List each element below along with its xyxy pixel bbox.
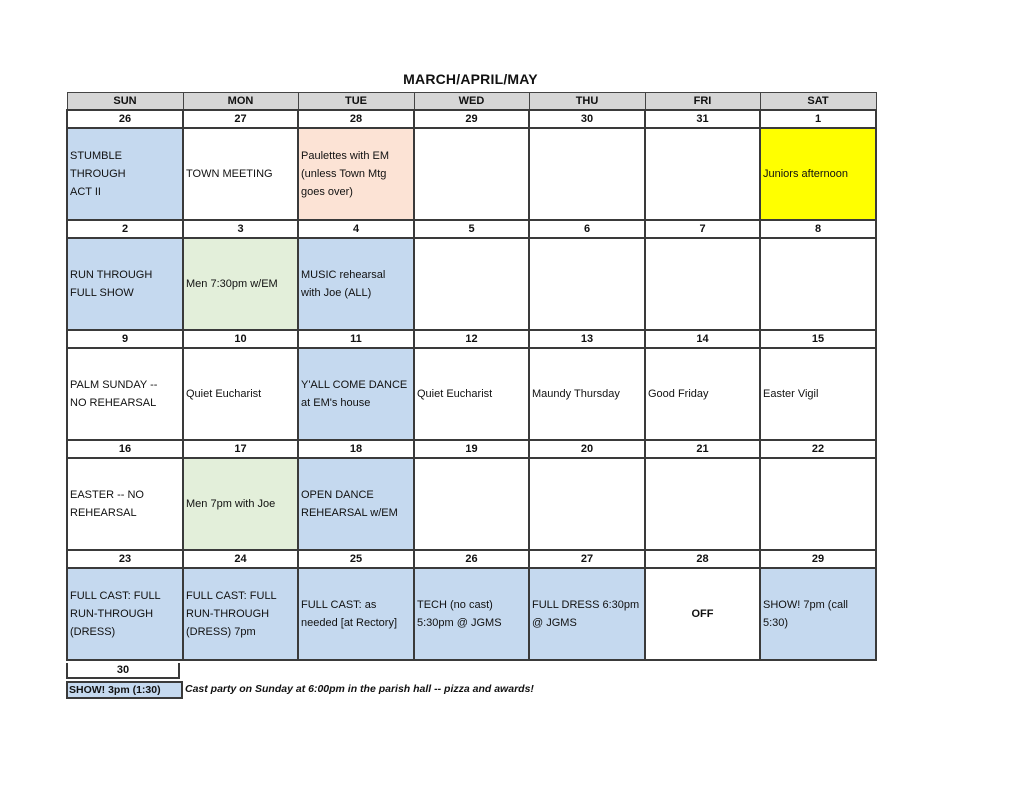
event-row: [67, 238, 876, 330]
date-number-row: [67, 330, 876, 348]
weekday-mon: MON: [183, 93, 298, 111]
event-text-line: TOWN MEETING: [186, 168, 273, 180]
event-cell-sat: [760, 458, 876, 550]
event-text-line: FULL DRESS 6:30pm: [532, 599, 640, 611]
event-text-line: 5:30): [763, 617, 789, 629]
event-cell-sat: [760, 128, 876, 220]
event-text-line: RUN-THROUGH: [186, 608, 270, 620]
date-number: 20: [529, 440, 645, 458]
date-number: 11: [298, 330, 414, 348]
event-cell-wed: [414, 128, 529, 220]
cast-party-note: Cast party on Sunday at 6:00pm in the parish hall -- pizza and awards!: [185, 683, 534, 695]
event-text-line: @ JGMS: [532, 617, 577, 629]
event-cell-sun-30: SHOW! 3pm (1:30): [66, 681, 183, 699]
date-number: 28: [645, 550, 760, 568]
date-number: 6: [529, 220, 645, 238]
event-text-line: Good Friday: [648, 388, 709, 400]
event-cell-sun: [67, 238, 183, 330]
event-cell-sun: [67, 458, 183, 550]
event-cell-thu: [529, 348, 645, 440]
date-number: 13: [529, 330, 645, 348]
date-number: 17: [183, 440, 298, 458]
event-text-line: Maundy Thursday: [532, 388, 620, 400]
event-row: [67, 568, 876, 660]
event-text-line: OFF: [691, 608, 714, 620]
date-number: 2: [67, 220, 183, 238]
event-cell-mon: [183, 458, 298, 550]
weekday-fri: FRI: [645, 93, 760, 111]
event-cell-thu: [529, 238, 645, 330]
date-number: 26: [67, 110, 183, 128]
weekday-sun: SUN: [67, 93, 183, 111]
date-number: 23: [67, 550, 183, 568]
date-number: 1: [760, 110, 876, 128]
event-cell-sat: [760, 348, 876, 440]
event-text-line: Y'ALL COME DANCE: [301, 379, 408, 391]
event-cell-fri: [645, 348, 760, 440]
date-number-row: [67, 550, 876, 568]
date-number: 15: [760, 330, 876, 348]
event-text-line: MUSIC rehearsal: [301, 269, 386, 281]
event-cell-tue: [298, 128, 414, 220]
event-text-line: EASTER -- NO: [70, 489, 144, 501]
event-text-line: FULL CAST: as: [301, 599, 377, 611]
event-text-line: Men 7pm with Joe: [186, 498, 276, 510]
event-cell-thu: [529, 128, 645, 220]
event-cell-mon: [183, 348, 298, 440]
event-cell-fri: [645, 568, 760, 660]
event-cell-mon: [183, 568, 298, 660]
event-text-line: Juniors afternoon: [763, 168, 848, 180]
date-number: 31: [645, 110, 760, 128]
date-number: 30: [529, 110, 645, 128]
date-number: 27: [183, 110, 298, 128]
weekday-thu: THU: [529, 93, 645, 111]
event-text-line: TECH (no cast): [417, 599, 493, 611]
event-text-line: 5:30pm @ JGMS: [417, 617, 502, 629]
date-number-30: 30: [66, 663, 180, 679]
event-text-line: SHOW! 7pm (call: [763, 599, 848, 611]
date-number: 24: [183, 550, 298, 568]
event-row: [67, 348, 876, 440]
event-cell-fri: [645, 128, 760, 220]
event-cell-wed: [414, 348, 529, 440]
event-text-line: (DRESS) 7pm: [186, 626, 256, 638]
date-number: 7: [645, 220, 760, 238]
weekday-header-row: [67, 93, 876, 111]
event-text-line: ACT II: [70, 186, 101, 198]
event-text-line: Quiet Eucharist: [417, 388, 493, 400]
event-cell-sun: [67, 348, 183, 440]
event-text-line: Quiet Eucharist: [186, 388, 262, 400]
date-number: 28: [298, 110, 414, 128]
event-cell-tue: [298, 348, 414, 440]
event-text-line: (unless Town Mtg: [301, 168, 387, 180]
event-text-line: STUMBLE THROUGH: [70, 150, 126, 180]
event-text-line: FULL CAST: FULL: [186, 590, 277, 602]
calendar-title: MARCH/APRIL/MAY: [403, 71, 538, 87]
calendar-table: [66, 92, 877, 661]
date-number: 25: [298, 550, 414, 568]
event-text-line: Paulettes with EM: [301, 150, 390, 162]
event-cell-tue: [298, 458, 414, 550]
event-text-line: goes over): [301, 186, 353, 198]
date-number: 21: [645, 440, 760, 458]
event-cell-sun: [67, 128, 183, 220]
weekday-sat: SAT: [760, 93, 876, 111]
event-text-line: needed [at Rectory]: [301, 617, 398, 629]
date-number: 10: [183, 330, 298, 348]
date-number: 4: [298, 220, 414, 238]
date-number: 29: [414, 110, 529, 128]
event-cell-mon: [183, 128, 298, 220]
event-text-line: Easter Vigil: [763, 388, 819, 400]
event-text-line: OPEN DANCE: [301, 489, 374, 501]
event-cell-sat: [760, 238, 876, 330]
event-text-line: PALM SUNDAY --: [70, 379, 158, 391]
event-text-line: REHEARSAL: [70, 507, 137, 519]
event-cell-sat: [760, 568, 876, 660]
weekday-wed: WED: [414, 93, 529, 111]
date-number: 19: [414, 440, 529, 458]
date-number: 8: [760, 220, 876, 238]
event-cell-sun: [67, 568, 183, 660]
date-number: 16: [67, 440, 183, 458]
event-text-line: FULL CAST: FULL: [70, 590, 161, 602]
event-text-line: NO REHEARSAL: [70, 397, 157, 409]
date-number-row: [67, 220, 876, 238]
event-cell-fri: [645, 458, 760, 550]
event-text-line: Men 7:30pm w/EM: [186, 278, 278, 290]
date-number: 18: [298, 440, 414, 458]
event-text-line: RUN THROUGH: [70, 269, 153, 281]
event-cell-tue: [298, 568, 414, 660]
date-number-row: [67, 110, 876, 128]
event-row: [67, 458, 876, 550]
event-cell-wed: [414, 238, 529, 330]
date-number-row: [67, 440, 876, 458]
date-number: 27: [529, 550, 645, 568]
event-text-line: with Joe (ALL): [301, 287, 372, 299]
date-number: 5: [414, 220, 529, 238]
date-number: 3: [183, 220, 298, 238]
date-number: 9: [67, 330, 183, 348]
date-number: 29: [760, 550, 876, 568]
event-cell-wed: [414, 568, 529, 660]
date-number: 22: [760, 440, 876, 458]
event-cell-fri: [645, 238, 760, 330]
event-cell-mon: [183, 238, 298, 330]
event-row: [67, 128, 876, 220]
event-cell-thu: [529, 458, 645, 550]
event-text-line: RUN-THROUGH: [70, 608, 154, 620]
weekday-tue: TUE: [298, 93, 414, 111]
date-number: 12: [414, 330, 529, 348]
event-text-line: (DRESS): [70, 626, 116, 638]
date-number: 14: [645, 330, 760, 348]
event-text-line: REHEARSAL w/EM: [301, 507, 398, 519]
event-text-line: at EM's house: [301, 397, 371, 409]
event-cell-wed: [414, 458, 529, 550]
event-cell-thu: [529, 568, 645, 660]
date-number: 26: [414, 550, 529, 568]
event-cell-tue: [298, 238, 414, 330]
event-text-line: FULL SHOW: [70, 287, 134, 299]
